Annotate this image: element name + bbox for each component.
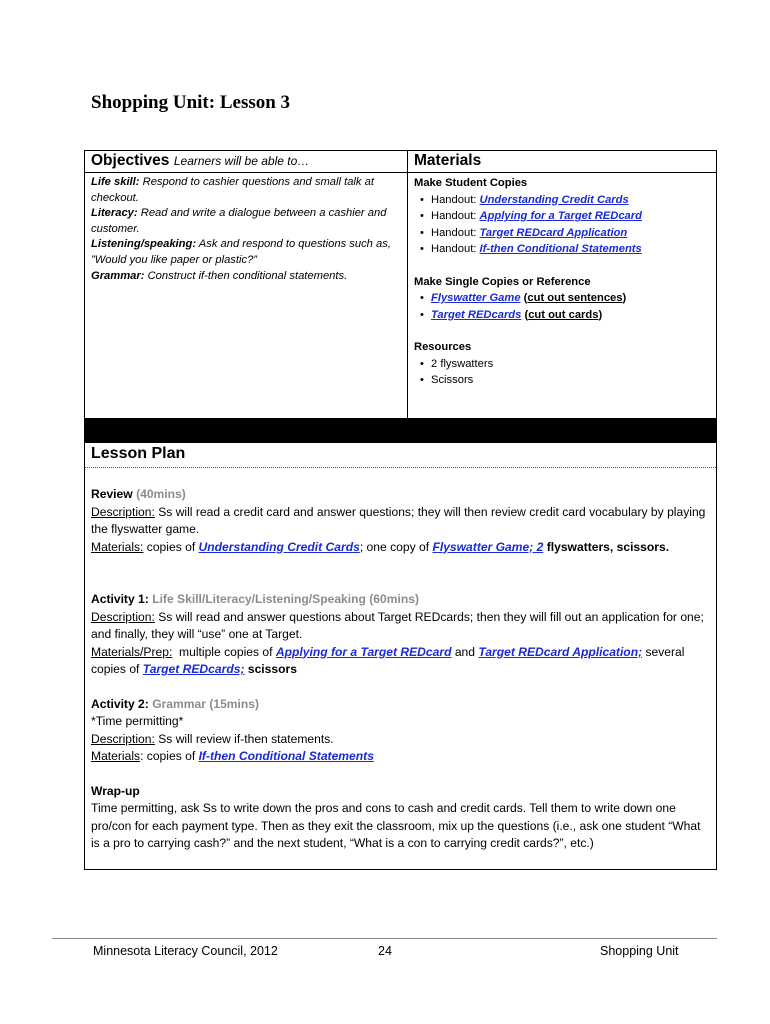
- materials-body: [408, 173, 716, 391]
- materials-text: multiple copies of: [172, 644, 276, 659]
- activity1-label: Activity 1:: [91, 592, 149, 606]
- list-item: • 2 flyswatters: [431, 356, 710, 373]
- desc-text: Ss will read and answer questions about Target REDcards; then they will fill out an application for one; and finally, they will “use” one at Target.: [91, 609, 704, 641]
- materials-text: several copies of: [91, 644, 685, 676]
- activity1-time: Life Skill/Literacy/Listening/Speaking (60mins): [152, 592, 419, 606]
- objective-label: Literacy:: [91, 207, 138, 220]
- paren-close: ): [622, 292, 627, 304]
- activity2-label: Activity 2:: [91, 696, 149, 711]
- item-prefix: Handout:: [431, 210, 480, 222]
- list-item: [431, 192, 710, 209]
- footer-page-number: 24: [378, 944, 392, 958]
- objective-label: Life skill:: [91, 176, 140, 188]
- handout-link[interactable]: If-then Conditional Statements: [198, 749, 374, 763]
- reference-link[interactable]: Target REDcards: [431, 308, 522, 321]
- objective-text: Construct if-then conditional statements.: [147, 269, 348, 282]
- activity2-description: [91, 731, 710, 749]
- paren-close: ): [598, 308, 603, 321]
- list-item: [431, 225, 710, 242]
- list-item: [431, 241, 710, 258]
- reference-note: cut out cards: [528, 308, 599, 321]
- activity2-materials: [91, 748, 710, 766]
- handout-link[interactable]: Applying for a Target REDcard: [479, 210, 642, 222]
- reference-link[interactable]: Flyswatter Game: [431, 292, 521, 304]
- materials-column: [408, 151, 716, 418]
- activity1-description: [91, 609, 710, 644]
- objective-item: [91, 175, 401, 206]
- materials-text: copies of: [143, 539, 199, 554]
- materials-header: [408, 151, 716, 173]
- objective-label: Grammar:: [91, 269, 145, 282]
- objectives-list: [85, 173, 407, 286]
- handout-link[interactable]: If-then Conditional Statements: [479, 243, 642, 255]
- footer-organization: Minnesota Literacy Council, 2012: [93, 944, 278, 958]
- reference-note: cut out sentences: [527, 292, 623, 304]
- materials-label: Materials/Prep:: [91, 644, 173, 659]
- footer-unit-name: Shopping Unit: [600, 944, 679, 958]
- item-prefix: Handout:: [431, 193, 480, 206]
- objective-item: [91, 237, 401, 268]
- objectives-materials-table: [84, 150, 717, 419]
- desc-text: Ss will review if-then statements.: [154, 731, 334, 746]
- lesson-plan-heading: Lesson Plan: [85, 443, 716, 468]
- objectives-column: [85, 151, 408, 418]
- objective-text: Ask and respond to questions such as, ”Would you like paper or plastic?”: [91, 238, 391, 266]
- wrapup-heading: Wrap-up: [91, 783, 140, 798]
- lesson-plan-body: [85, 468, 716, 853]
- handout-link[interactable]: Understanding Credit Cards: [479, 193, 629, 206]
- page-title: Shopping Unit: Lesson 3: [91, 92, 291, 113]
- handout-link[interactable]: Flyswatter Game; 2: [432, 539, 544, 554]
- objective-label: Listening/speaking:: [91, 238, 197, 251]
- desc-label: Description:: [91, 504, 155, 519]
- activity2-note: *Time permitting*: [91, 714, 184, 728]
- materials-text: scissors: [244, 662, 297, 676]
- paren-open: (: [520, 292, 528, 304]
- desc-label: Description:: [91, 609, 155, 624]
- objectives-subheading: Learners will be able to…: [173, 154, 310, 168]
- resources-heading: Resources: [414, 341, 472, 353]
- review-materials: [91, 539, 710, 557]
- activity2-time: Grammar (15mins): [152, 696, 260, 711]
- objectives-header: [85, 151, 407, 173]
- item-prefix: Handout:: [431, 243, 480, 255]
- activity1-materials: [91, 644, 710, 679]
- single-copies-list: [414, 290, 710, 323]
- handout-link[interactable]: Target REDcard Application: [479, 226, 628, 239]
- materials-text: : copies of: [140, 749, 199, 763]
- list-item: [431, 208, 710, 225]
- list-item: • Scissors: [431, 372, 710, 389]
- activity1-heading: [91, 591, 710, 609]
- handout-link[interactable]: Target REDcard Application;: [478, 644, 643, 659]
- footer-divider: [52, 938, 717, 939]
- materials-heading: Materials: [414, 152, 482, 169]
- handout-link[interactable]: Understanding Credit Cards: [198, 539, 360, 554]
- handout-link[interactable]: Applying for a Target REDcard: [275, 644, 452, 659]
- objectives-heading: Objectives: [91, 152, 170, 169]
- student-copies-heading: Make Student Copies: [414, 177, 528, 189]
- review-heading: [91, 486, 710, 504]
- objective-item: [91, 269, 401, 285]
- wrapup-text: Time permitting, ask Ss to write down the pros and cons to cash and credit cards. Tell them to write down one pro/con for each payment type. Then as they exit the classroom, mix up the questions (i.e., ask one student “What is a pro to carrying cash?” and the next student, “What is a con to carrying credit cards?”, etc.): [91, 801, 701, 850]
- materials-label: Materials: [91, 749, 141, 763]
- desc-text: Ss will read a credit card and answer questions; they will then review credit card vocabulary by playing the flyswatter game.: [91, 504, 706, 536]
- lesson-plan-section: [84, 443, 717, 870]
- materials-label: Materials:: [91, 539, 144, 554]
- section-divider-bar: [84, 419, 717, 443]
- item-prefix: Handout:: [431, 226, 480, 239]
- materials-text: and: [451, 644, 479, 659]
- paren-open: (: [521, 308, 529, 321]
- student-copies-list: [414, 192, 710, 258]
- resources-list: [414, 356, 710, 389]
- objective-text: Read and write a dialogue between a cashier and customer.: [91, 207, 387, 235]
- list-item: [431, 307, 710, 324]
- handout-link[interactable]: Target REDcards;: [142, 662, 245, 676]
- review-time: (40mins): [136, 487, 186, 501]
- materials-text: ; one copy of: [359, 539, 433, 554]
- activity2-heading: [91, 696, 710, 714]
- review-label: Review: [91, 487, 133, 501]
- single-copies-heading: Make Single Copies or Reference: [414, 275, 591, 288]
- list-item: [431, 290, 710, 307]
- objective-text: Respond to cashier questions and small talk at checkout.: [91, 176, 374, 204]
- desc-label: Description:: [91, 731, 155, 746]
- review-description: [91, 504, 710, 539]
- objective-item: [91, 206, 401, 237]
- materials-text: flyswatters, scissors.: [543, 539, 670, 554]
